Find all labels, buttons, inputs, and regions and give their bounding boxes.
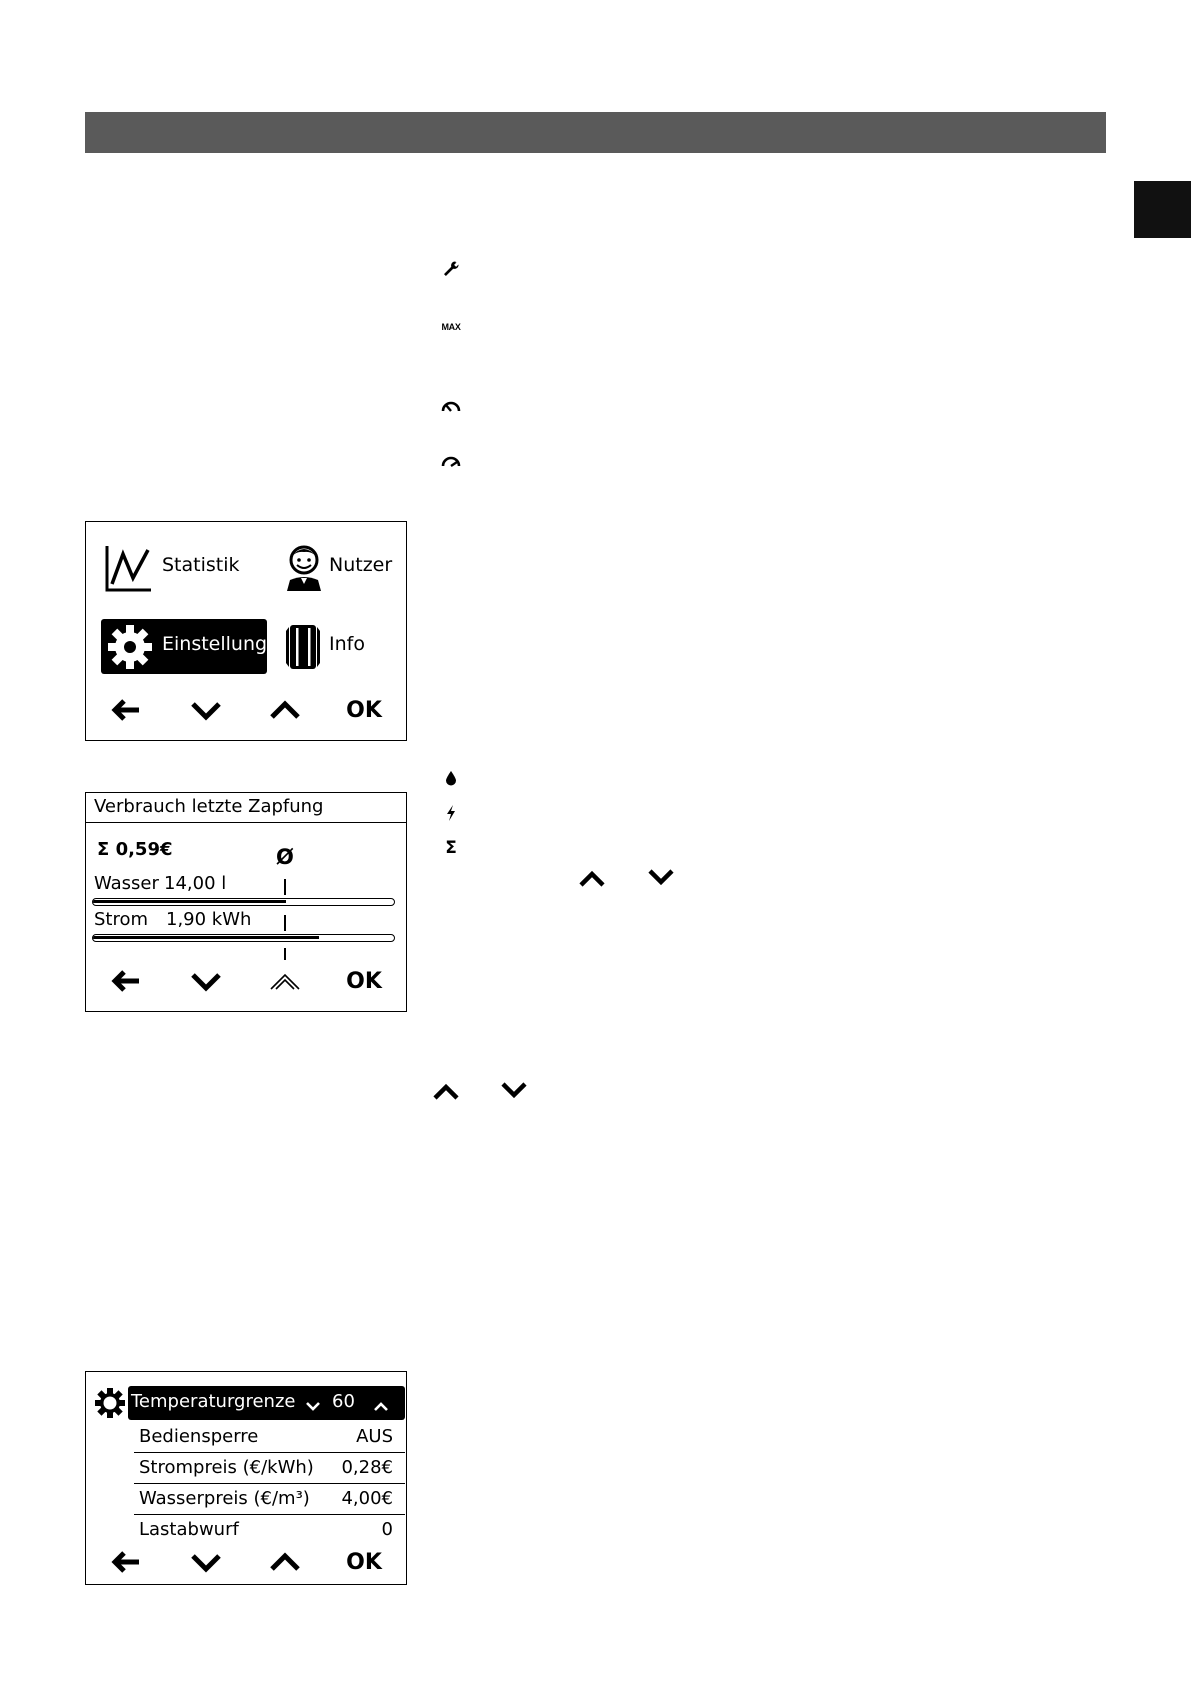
setting-row-selected[interactable]	[128, 1386, 405, 1420]
lcd-main-menu	[85, 521, 407, 741]
device-icon	[284, 623, 322, 675]
setting-label: Strompreis (€/kWh)	[139, 1457, 314, 1478]
max-icon: MAX	[441, 322, 461, 332]
ok-button[interactable]: OK	[346, 968, 382, 994]
consumption-title: Verbrauch letzte Zapfung	[94, 796, 324, 817]
line-chart-icon	[104, 544, 152, 596]
soft-key-bar	[86, 692, 406, 728]
setting-value: AUS	[356, 1426, 393, 1447]
section-header-bar	[85, 112, 1106, 153]
ok-button[interactable]: OK	[346, 697, 382, 723]
up-button[interactable]	[265, 1544, 305, 1580]
chevron-down-icon	[497, 1077, 531, 1103]
chapter-tab-marker	[1134, 181, 1191, 238]
power-progress-fill	[93, 936, 319, 939]
water-progress-fill	[93, 900, 286, 903]
power-average-tick	[284, 915, 286, 931]
setting-label: Wasserpreis (€/m³)	[139, 1488, 310, 1509]
water-drop-icon	[436, 767, 466, 789]
up-button[interactable]	[265, 692, 305, 728]
setting-label: Bediensperre	[139, 1426, 259, 1447]
back-button[interactable]	[106, 1544, 146, 1580]
selected-setting-value: 60	[332, 1391, 355, 1412]
setting-value: 0,28€	[341, 1457, 393, 1478]
menu-label-info[interactable]: Info	[329, 633, 365, 655]
back-button[interactable]	[106, 692, 146, 728]
lcd-settings	[85, 1371, 407, 1585]
wrench-icon	[436, 258, 466, 280]
lightning-icon	[436, 802, 466, 824]
setting-label: Lastabwurf	[139, 1519, 239, 1540]
sum-icon: Σ	[445, 838, 457, 858]
average-symbol: Ø	[276, 845, 294, 869]
setting-value: 4,00€	[341, 1488, 393, 1509]
down-button[interactable]	[186, 692, 226, 728]
chevron-up-icon[interactable]	[373, 1397, 389, 1416]
gear-icon	[94, 1387, 126, 1423]
setting-row[interactable]	[134, 1515, 405, 1546]
setting-row[interactable]	[134, 1453, 405, 1484]
chevron-down-icon	[644, 864, 678, 890]
water-average-tick	[284, 879, 286, 895]
down-button[interactable]	[186, 1544, 226, 1580]
down-button[interactable]	[186, 963, 226, 999]
water-progress-bar	[92, 898, 395, 906]
gear-icon	[106, 624, 154, 674]
user-icon	[284, 544, 324, 596]
back-button[interactable]	[106, 963, 146, 999]
setting-value: 0	[381, 1519, 393, 1540]
selected-setting-label: Temperaturgrenze	[131, 1391, 296, 1412]
soft-key-bar	[86, 963, 406, 999]
total-cost: Σ 0,59€	[97, 839, 173, 860]
menu-label-statistik[interactable]: Statistik	[162, 554, 240, 576]
power-value: 1,90 kWh	[166, 909, 252, 930]
power-label: Strom	[94, 909, 149, 930]
up-button-outline[interactable]	[265, 963, 305, 999]
gauge-high-icon	[436, 450, 466, 472]
average-tick	[284, 948, 286, 960]
setting-row[interactable]	[134, 1422, 405, 1453]
setting-row[interactable]	[134, 1484, 405, 1515]
gauge-low-icon	[436, 395, 466, 417]
lcd-title-bar	[86, 793, 406, 823]
chevron-up-icon	[575, 866, 609, 892]
power-progress-bar	[92, 934, 395, 942]
water-value: 14,00 l	[164, 873, 227, 894]
chevron-down-icon[interactable]	[305, 1397, 321, 1416]
ok-button[interactable]: OK	[346, 1549, 382, 1575]
lcd-consumption	[85, 792, 407, 1012]
soft-key-bar	[86, 1544, 406, 1580]
water-label: Wasser	[94, 873, 159, 894]
chevron-up-icon	[429, 1079, 463, 1105]
menu-label-einstellung[interactable]: Einstellung	[162, 633, 268, 655]
menu-label-nutzer[interactable]: Nutzer	[329, 554, 393, 576]
